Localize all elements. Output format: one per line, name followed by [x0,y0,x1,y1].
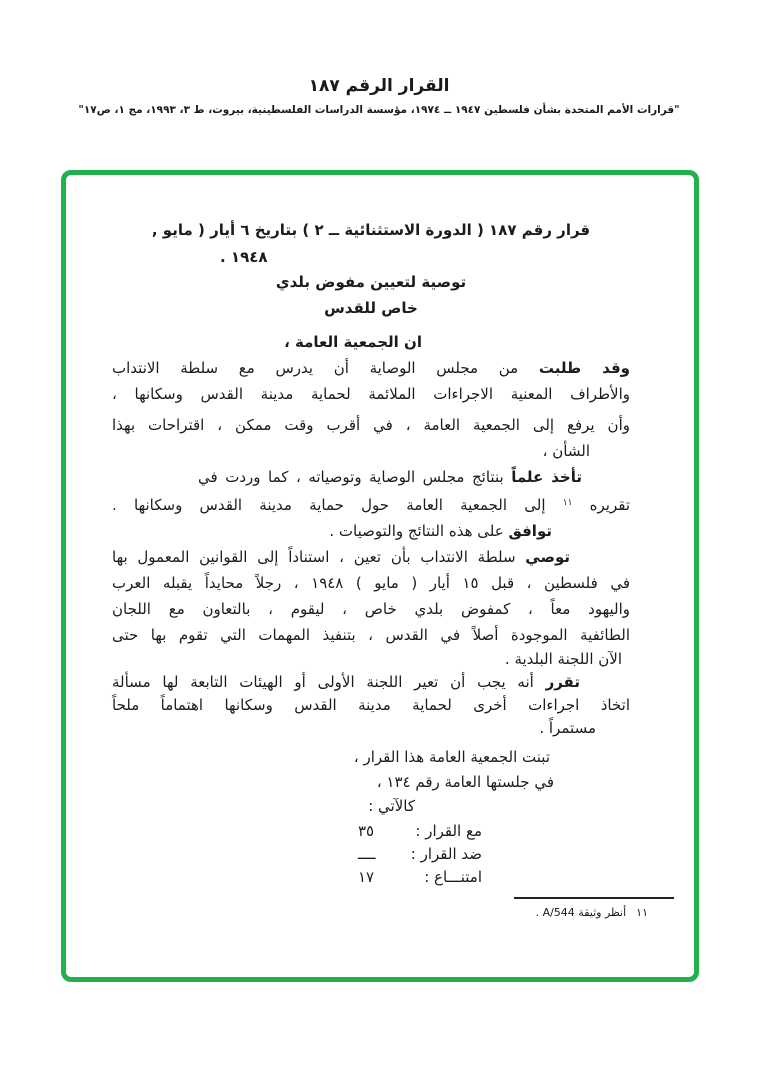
adoption-line-3: كالآتي : [368,797,415,815]
footnote-text: أنظر وثيقة A/544 . [535,906,627,919]
paragraph-5-line-1 [112,544,570,570]
subtitle-line-1: توصية لتعيين مفوض بلدي [275,273,467,291]
vote-row-for [358,820,482,843]
lead-word: توصي [525,548,570,566]
paragraph-5-line-4: الطائفية الموجودة أصلاً في القدس ، بتنفيذ المهمات التي تقوم بها حتى [112,626,630,644]
paragraph-5-line-3: واليهود معاً ، كمفوض بلدي خاص ، ليقوم ، بالتعاون مع اللجان [112,600,630,618]
vote-results [358,820,482,889]
lead-word: تأخذ علماً [511,468,582,486]
paragraph-3-line-1 [198,464,582,490]
line-text: إلى الجمعية العامة حول حماية مدينة القدس وسكانها . [112,496,563,514]
paragraph-4 [112,518,552,544]
vote-value: ٣٥ [358,822,375,840]
source-citation: "قرارات الأمم المتحدة بشأن فلسطين ١٩٤٧ ــ ١٩٧٤، مؤسسة الدراسات الفلسطينية، بيروت، ط ٣، ١٩٩٣، مج ١، ص١٧" [78,104,680,116]
lead-word: توافق [508,522,552,540]
adoption-line-1: تبنت الجمعية العامة هذا القرار ، [353,748,550,766]
subtitle-line-2: خاص للقدس [324,299,418,317]
line-text: تقريره [572,496,631,514]
paragraph-1-line-3: والأطراف المعنية الاجراءات الملائمة لحماية مدينة القدس وسكانها ، [112,385,630,403]
paragraph-5-line-5: الآن اللجنة البلدية . [504,650,622,668]
footnote-separator [514,897,674,899]
line-text: سلطة الانتداب بأن تعين ، استناداً إلى القوانين المعمول بها [112,548,526,566]
vote-label: مع القرار : [415,822,482,840]
vote-value: ١٧ [358,868,375,886]
footnote [510,897,674,919]
paragraph-3-line-2 [112,490,630,518]
document-body [66,175,694,889]
vote-label: امتنـــاع : [424,868,482,886]
vote-row-against [358,843,482,866]
line-text: على هذه النتائج والتوصيات . [329,522,509,540]
footnote-text-line [510,906,674,919]
footnote-reference: ١١ [562,498,573,508]
adoption-line-2: في جلستها العامة رقم ١٣٤ ، [376,773,554,791]
vote-row-abstain [358,866,482,889]
line-text: بنتائج مجلس الوصاية وتوصياته ، كما وردت في [198,468,512,486]
heading-line-2: ١٩٤٨ . [220,248,268,266]
lead-word: وقد طلبت [538,359,630,377]
lead-word: تقرر [545,673,580,691]
vote-label: ضد القرار : [410,845,482,863]
paragraph-5-line-2: في فلسطين ، قبل ١٥ أيار ( مايو ) ١٩٤٨ ، رجلاً محايداً يقبله العرب [112,574,631,592]
paragraph-6-line-2: اتخاذ اجراءات أخرى لحماية مدينة القدس وسكانها اهتماماً ملحاً [112,696,630,714]
page-title: القرار الرقم ١٨٧ [308,76,450,96]
paragraph-1-line-1: ان الجمعية العامة ، [284,333,422,351]
green-highlight-box [61,170,699,982]
heading-line-1: قرار رقم ١٨٧ ( الدورة الاستثنائية ــ ٢ ) بتاريخ ٦ أيار ( مايو , [151,221,591,239]
footnote-number: ١١ [636,906,648,919]
paragraph-2-line-2: الشأن ، [542,442,590,460]
paragraph-6-line-1 [112,671,580,694]
paragraph-6-line-3: مستمراً . [539,719,596,737]
line-text: من مجلس الوصاية أن يدرس مع سلطة الانتداب [112,359,539,377]
paragraph-1-line-2 [112,355,630,381]
line-text: أنه يجب أن تعير اللجنة الأولى أو الهيئات التابعة لها مسألة [112,673,546,691]
paragraph-2-line-1: وأن يرفع إلى الجمعية العامة ، في أقرب وقت ممكن ، اقتراحات بهذا [112,416,630,434]
vote-value: ــــ [358,845,376,863]
